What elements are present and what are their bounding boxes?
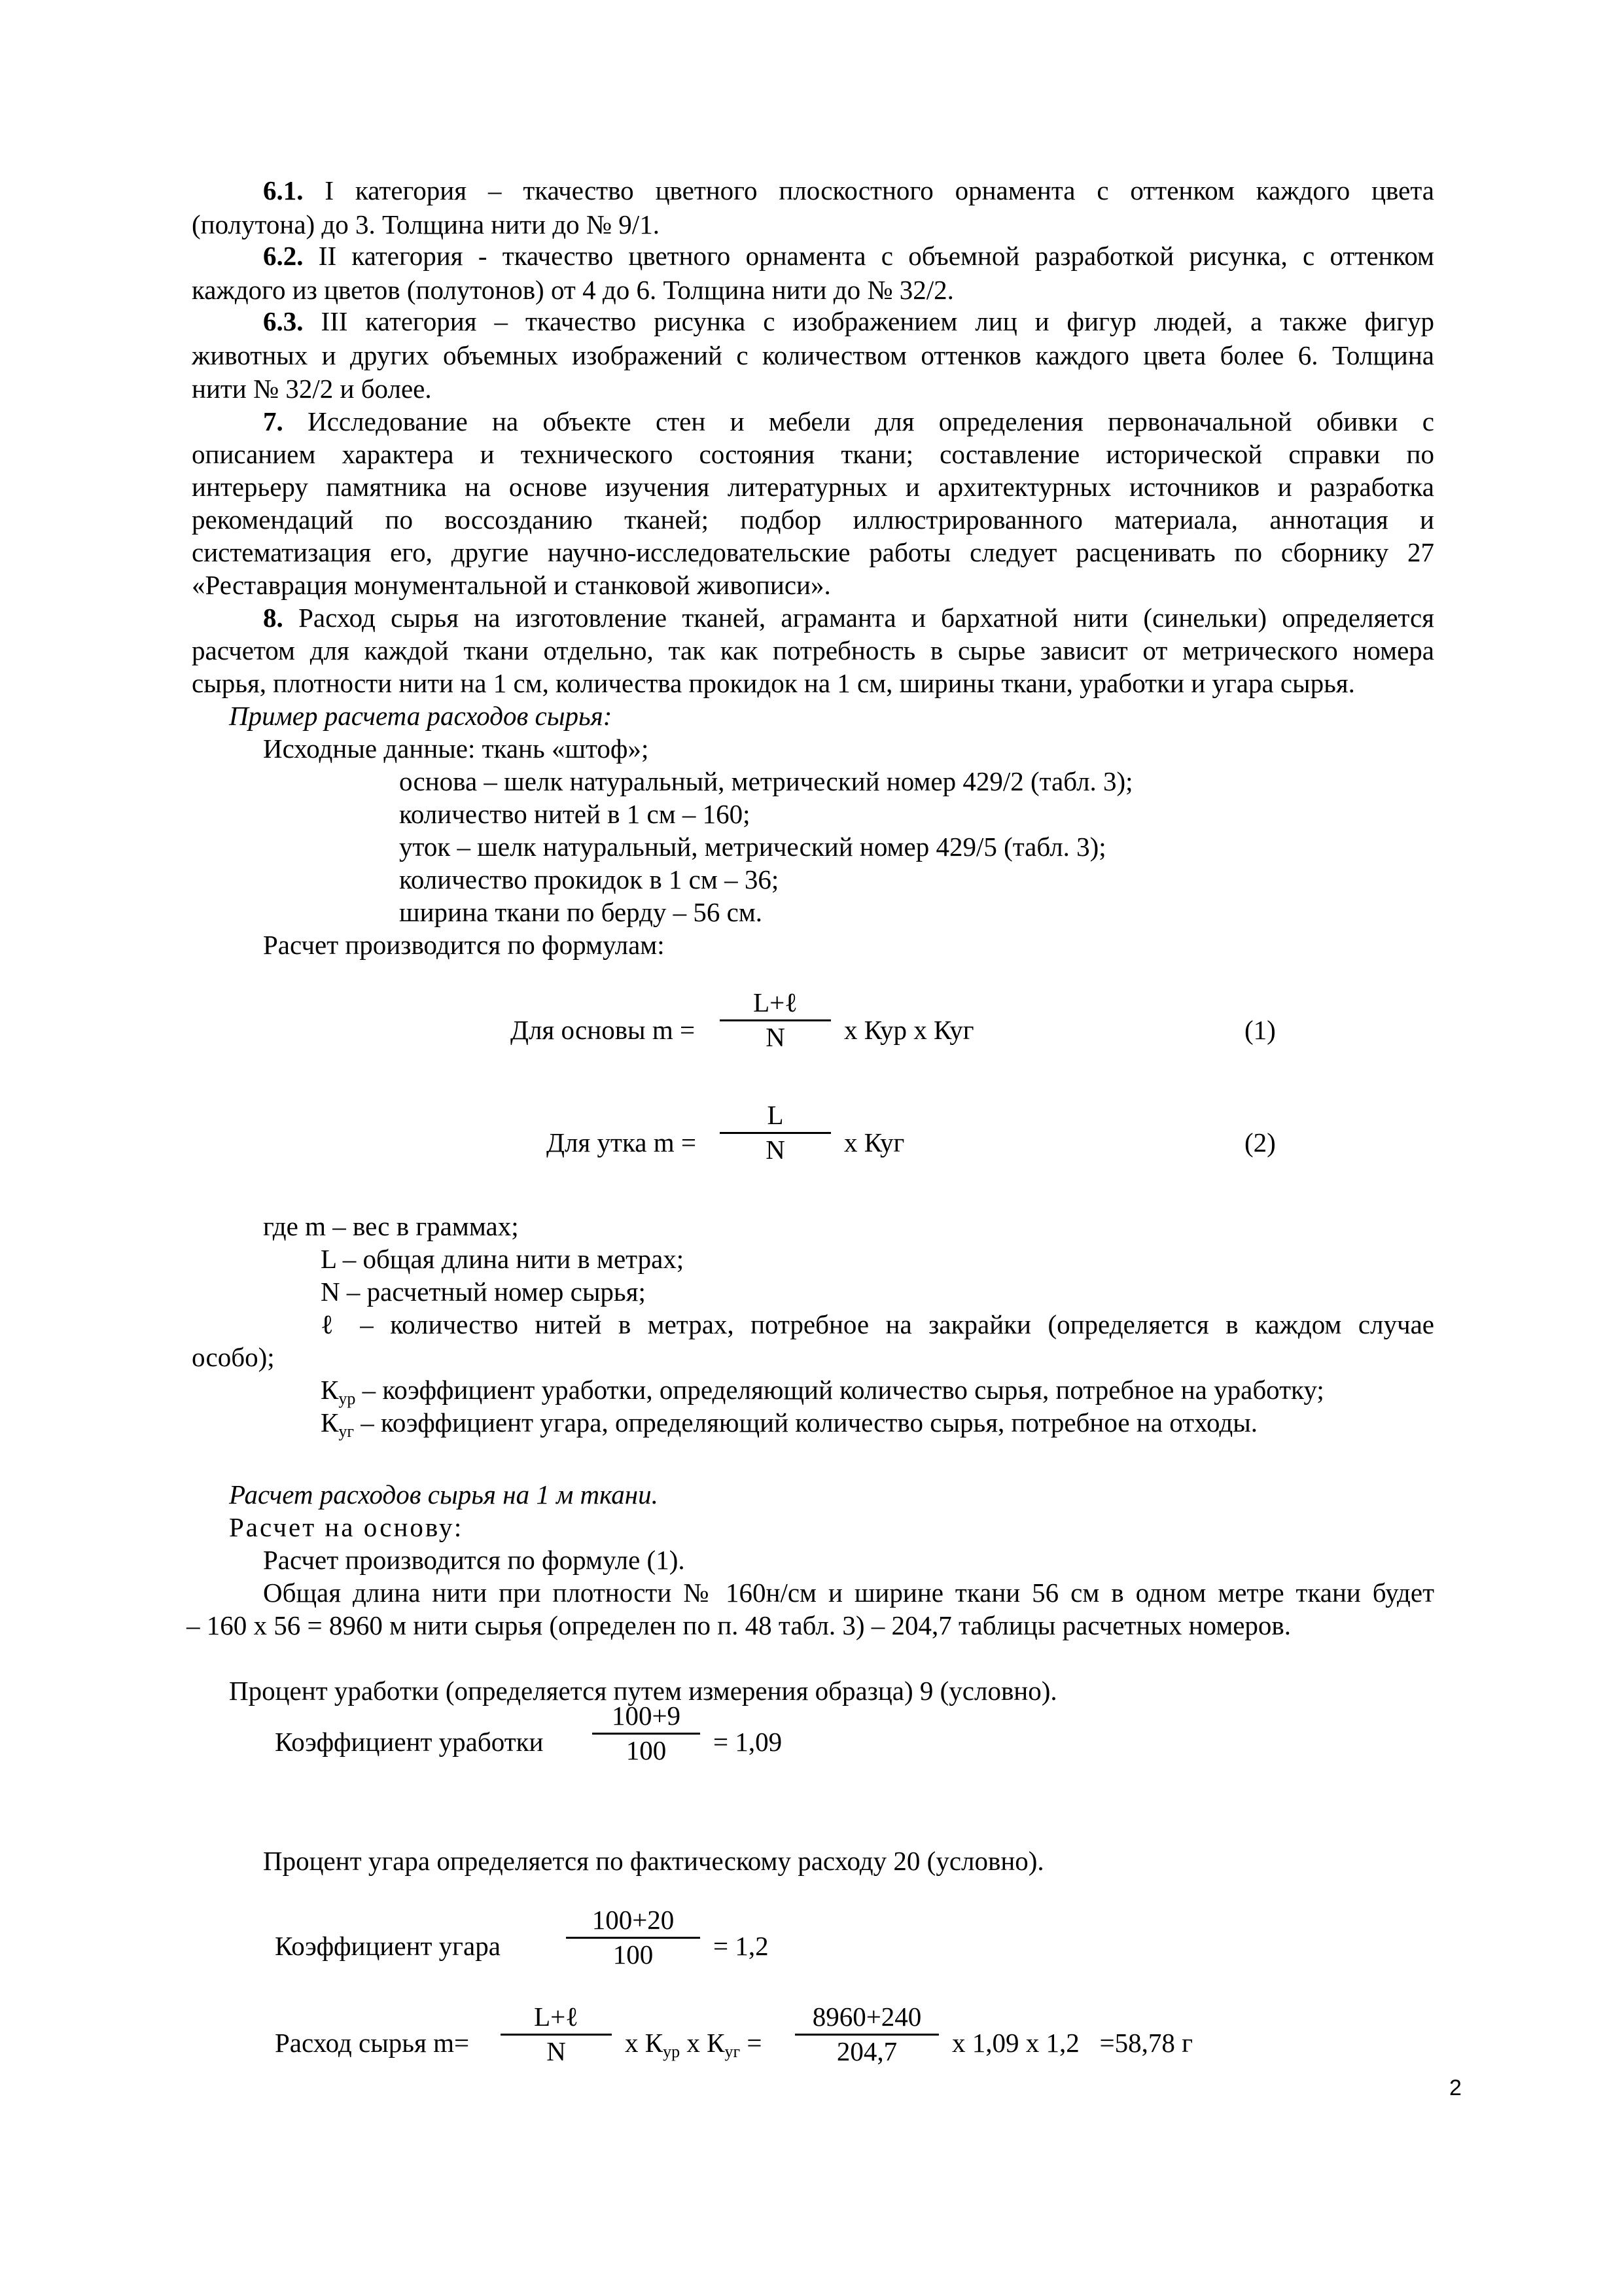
p8-line2: расчетом для каждой ткани отдельно, так как потребность в сырье зависит от метрического номера xyxy=(192,635,1434,665)
waste-result: = 1,2 xyxy=(713,1931,769,1961)
p62-line1: 6.2. II категория - ткачество цветного орнамента с объемной разработкой рисунка, с оттенком xyxy=(263,241,1434,271)
p8-num: 8. xyxy=(263,603,283,633)
p61-line2: (полутона) до 3. Толщина нити до № 9/1. xyxy=(192,209,660,239)
waste-numerator: 100+20 xyxy=(591,1905,675,1935)
p63-line1: 6.3. III категория – ткачество рисунка с изображением лиц и фигур людей, а также фигур xyxy=(263,306,1434,336)
calc-by-formula: Расчет производится по формуле (1). xyxy=(263,1545,685,1575)
example-item: количество прокидок в 1 см – 36; xyxy=(399,864,779,894)
legend-kug: $К_{уг}$ – коэффициент угара, определяющий количество сырья, потребное на отходы. xyxy=(321,1407,1258,1441)
legend-l-line2: особо); xyxy=(192,1342,275,1372)
example-item: ширина ткани по берду – 56 см. xyxy=(399,897,763,927)
final-numerator-2: 8960+240 xyxy=(812,2002,922,2032)
calc-total-line2: – 160 х 56 = 8960 м нити сырья (определен по п. 48 табл. 3) – 204,7 таблицы расчетных номеров. xyxy=(186,1610,1292,1640)
final-coefficients: x $К_{ур}$ x $К_{уг}$ = xyxy=(625,2028,762,2061)
formula2-right: x Куг xyxy=(844,1127,905,1157)
legend-l-line1: ℓ – количество нитей в метрах, потребное на закрайки (определяется в каждом случае xyxy=(321,1309,1434,1339)
p7-line2: описанием характера и технического состояния ткани; составление исторической справки по xyxy=(192,439,1434,469)
final-fraction-1 xyxy=(501,2001,612,2067)
p62-line2: каждого из цветов (полутонов) от 4 до 6. Толщина нити до № 32/2. xyxy=(192,275,954,305)
formula-intro: Расчет производится по формулам: xyxy=(263,930,665,960)
final-result: x 1,09 x 1,2 =58,78 г xyxy=(952,2028,1193,2058)
waste-denominator: 100 xyxy=(612,1939,654,1969)
example-item: основа – шелк натуральный, метрический номер 429/2 (табл. 3); xyxy=(399,766,1133,796)
shrink-percent: Процент уработки (определяется путем измерения образца) 9 (условно). xyxy=(229,1676,1057,1706)
p8-line3: сырья, плотности нити на 1 см, количества прокидок на 1 см, ширины ткани, уработки и угара сырья. xyxy=(192,668,1355,698)
p7-num: 7. xyxy=(263,406,283,436)
final-label: Расход сырья m= xyxy=(275,2028,470,2058)
p7-line5: систематизация его, другие научно-исследовательские работы следует расценивать по сборнику 27 xyxy=(192,537,1434,567)
legend-m: где m – вес в граммах; xyxy=(263,1211,519,1241)
waste-coef-label: Коэффициент угара xyxy=(275,1931,501,1961)
shrink-denominator: 100 xyxy=(626,1735,667,1765)
p62-num: 6.2. xyxy=(263,241,304,271)
p61-num: 6.1. xyxy=(263,175,304,205)
calc-total-line1: Общая длина нити при плотности № 160н/см и ширине ткани 56 см в одном метре ткани будет xyxy=(263,1578,1434,1608)
final-denominator-2: 204,7 xyxy=(836,2036,898,2066)
p63-line2: животных и других объемных изображений с количеством оттенков каждого цвета более 6. Толщина xyxy=(192,340,1434,370)
legend-L: L – общая длина нити в метрах; xyxy=(321,1244,684,1274)
p63-line3: нити № 32/2 и более. xyxy=(192,374,432,404)
shrink-numerator: 100+9 xyxy=(611,1701,681,1731)
final-fraction-2 xyxy=(795,2001,939,2067)
calc-subtitle: Расчет на основу: xyxy=(229,1512,464,1542)
example-source: Исходные данные: ткань «штоф»; xyxy=(263,733,649,764)
shrink-fraction xyxy=(592,1700,700,1766)
final-numerator-1: L+ℓ xyxy=(534,2002,578,2032)
page-number: 2 xyxy=(1449,2075,1462,2100)
legend-kur: $К_{ур}$ – коэффициент уработки, определяющий количество сырья, потребное на уработку; xyxy=(321,1375,1324,1408)
shrink-coef-label: Коэффициент уработки xyxy=(275,1727,544,1757)
legend-N: N – расчетный номер сырья; xyxy=(321,1277,646,1307)
shrink-result: = 1,09 xyxy=(713,1727,783,1757)
formula1-numerator: L+ℓ xyxy=(753,987,798,1017)
p61-line1: 6.1. I категория – ткачество цветного плоскостного орнамента с оттенком каждого цвета xyxy=(263,175,1434,205)
formula2-fraction xyxy=(720,1099,831,1165)
final-denominator-1: N xyxy=(546,2036,566,2066)
p7-line1: 7. Исследование на объекте стен и мебели для определения первоначальной обивки с xyxy=(263,406,1434,436)
p8-line1: 8. Расход сырья на изготовление тканей, аграманта и бархатной нити (синельки) определяется xyxy=(263,603,1434,633)
formula1-right: x Кур x Куг xyxy=(844,1015,974,1045)
formula2-numerator: L xyxy=(767,1100,784,1130)
formula2-label: (2) xyxy=(1244,1127,1276,1157)
formula2-left: Для утка m = xyxy=(546,1127,696,1157)
formula1-label: (1) xyxy=(1244,1015,1276,1045)
waste-percent: Процент угара определяется по фактическому расходу 20 (условно). xyxy=(263,1846,1044,1876)
calc-title: Расчет расходов сырья на 1 м ткани. xyxy=(229,1479,658,1510)
example-item: количество нитей в 1 см – 160; xyxy=(399,799,750,829)
p7-line6: «Реставрация монументальной и станковой живописи». xyxy=(192,570,831,600)
p7-line4: рекомендаций по воссозданию тканей; подбор иллюстрированного материала, аннотация и xyxy=(192,504,1434,535)
formula1-fraction xyxy=(720,987,831,1053)
p63-num: 6.3. xyxy=(263,306,304,336)
p7-line3: интерьеру памятника на основе изучения литературных и архитектурных источников и разработка xyxy=(192,472,1434,502)
waste-fraction xyxy=(566,1904,700,1970)
formula2-denominator: N xyxy=(766,1135,785,1165)
example-item: уток – шелк натуральный, метрический номер 429/5 (табл. 3); xyxy=(399,832,1106,862)
formula1-denominator: N xyxy=(766,1022,785,1052)
formula1-left: Для основы m = xyxy=(510,1015,696,1045)
example-title: Пример расчета расходов сырья: xyxy=(229,701,612,731)
